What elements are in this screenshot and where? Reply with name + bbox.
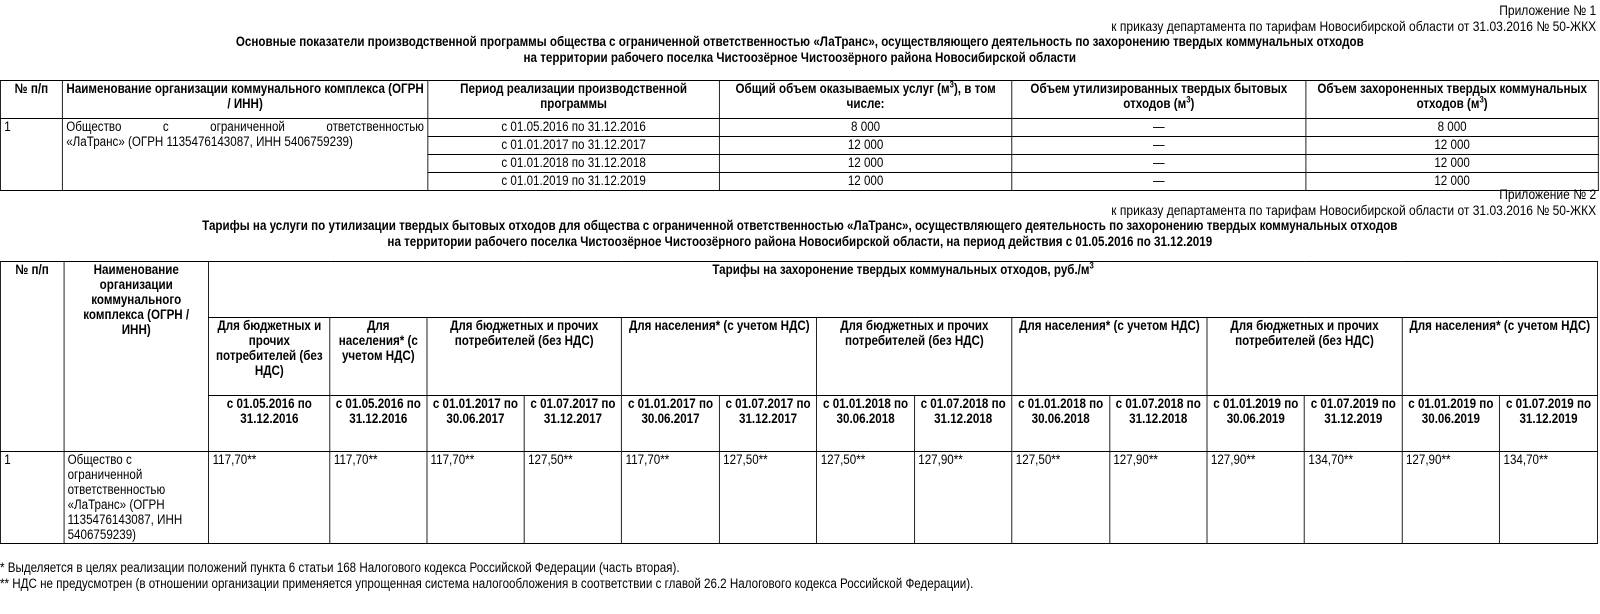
- col-period-header: Период реализации производственной программы: [428, 81, 720, 119]
- total-cell: 12 000: [719, 137, 1011, 155]
- org-name: Общество с ограниченной ответственностью «ЛаТранс» (ОГРН 1135476143087, ИНН 5406759239): [62, 119, 428, 191]
- tariffs-header: Тарифы на захоронение твердых коммунальных отходов, $руб./м^3$: [209, 262, 1598, 318]
- tariff-period-header: с 01.01.2017 по 30.06.2017: [427, 396, 525, 452]
- tariff-period-header: с 01.07.2017 по 31.12.2017: [524, 396, 622, 452]
- tariff-value-cell: 127,50**: [817, 452, 915, 544]
- table-row: [0, 119, 1598, 137]
- col-total-header: Общий объем оказываемых услуг $(м^3)$, в том числе:: [719, 81, 1011, 119]
- appendix-1-title-line2: на территории рабочего поселка Чистоозёрное Чистоозёрного района Новосибирской области: [523, 50, 1077, 65]
- tariff-value-cell: 127,50**: [1012, 452, 1110, 544]
- footnotes: [0, 560, 1600, 592]
- production-program-table: [0, 80, 1599, 191]
- row-num: 1: [0, 119, 62, 191]
- table-2-header-row-1: [0, 262, 1597, 318]
- row-num: 1: [0, 452, 63, 544]
- total-cell: 12 000: [719, 173, 1011, 191]
- tariff-period-header: с 01.01.2018 по 30.06.2018: [1012, 396, 1110, 452]
- appendix-2-label: Приложение № 2: [1499, 186, 1597, 202]
- tariff-value-cell: 134,70**: [1500, 452, 1598, 544]
- tariff-period-header: с 01.07.2019 по 31.12.2019: [1500, 396, 1598, 452]
- tariff-group-header: Для населения* (с учетом НДС): [330, 318, 427, 396]
- tariff-value-cell: 127,50**: [719, 452, 817, 544]
- tariff-group-header: Для бюджетных и прочих потребителей (без НДС): [1207, 318, 1402, 396]
- org-name: Общество с ограниченной ответственностью «ЛаТранс» (ОГРН 1135476143087, ИНН 5406759239): [64, 452, 209, 544]
- col-buried-header: Объем захороненных твердых коммунальных отходов $(м^3)$: [1306, 81, 1598, 119]
- col-recycled-header: Объем утилизированных твердых бытовых отходов $(м^3)$: [1012, 81, 1306, 119]
- tariff-value-cell: 127,50**: [524, 452, 622, 544]
- appendix-1-title-line1: Основные показатели производственной программы общества с ограниченной ответственностью «ЛаТранс», осуществляющего деятельность по захоронению твердых коммунальных отходов: [235, 34, 1364, 49]
- tariff-value-cell: 127,90**: [914, 452, 1012, 544]
- buried-cell: 12 000: [1306, 173, 1598, 191]
- buried-cell: 12 000: [1306, 155, 1598, 173]
- period-cell: с 01.01.2017 по 31.12.2017: [428, 137, 720, 155]
- buried-cell: 8 000: [1306, 119, 1598, 137]
- appendix-2-order-ref: к приказу департамента по тарифам Новосибирской области от 31.03.2016 № 50-ЖКХ: [1111, 202, 1597, 218]
- tariff-group-header: Для населения* (с учетом НДС): [1012, 318, 1207, 396]
- tariff-group-header: Для населения* (с учетом НДС): [622, 318, 817, 396]
- col-num-header: № п/п: [0, 262, 63, 452]
- tariff-value-cell: 127,90**: [1402, 452, 1500, 544]
- period-cell: с 01.05.2016 по 31.12.2016: [428, 119, 720, 137]
- tariffs-table: [0, 261, 1598, 544]
- tariff-period-header: с 01.07.2019 по 31.12.2019: [1305, 396, 1403, 452]
- tariff-group-header: Для бюджетных и прочих потребителей (без НДС): [209, 318, 330, 396]
- footnote-2: ** НДС не предусмотрен (в отношении организации применяется упрощенная система налогообложения в соответствии с главой 26.2 Налогового кодекса Российской Федерации).: [0, 576, 974, 591]
- col-num-header: № п/п: [0, 81, 62, 119]
- tariff-value-cell: 134,70**: [1305, 452, 1403, 544]
- col-org-header: Наименование организации коммунального комплекса (ОГРН / ИНН): [62, 81, 428, 119]
- tariff-period-header: с 01.07.2017 по 31.12.2017: [719, 396, 817, 452]
- tariff-period-header: с 01.05.2016 по 31.12.2016: [330, 396, 427, 452]
- buried-cell: 12 000: [1306, 137, 1598, 155]
- appendix-2-header: [0, 186, 1600, 250]
- tariff-group-header: Для бюджетных и прочих потребителей (без НДС): [427, 318, 622, 396]
- table-1-header-row: [0, 81, 1598, 119]
- tariff-period-header: с 01.07.2018 по 31.12.2018: [914, 396, 1012, 452]
- tariff-value-cell: 117,70**: [209, 452, 330, 544]
- tariff-period-header: с 01.01.2018 по 30.06.2018: [817, 396, 915, 452]
- tariff-period-header: с 01.01.2019 по 30.06.2019: [1402, 396, 1500, 452]
- tariff-period-header: с 01.01.2017 по 30.06.2017: [622, 396, 720, 452]
- tariff-group-header: Для бюджетных и прочих потребителей (без НДС): [817, 318, 1012, 396]
- tariff-period-header: с 01.07.2018 по 31.12.2018: [1109, 396, 1207, 452]
- table-row: [0, 452, 1597, 544]
- period-cell: с 01.01.2019 по 31.12.2019: [428, 173, 720, 191]
- tariff-value-cell: 127,90**: [1109, 452, 1207, 544]
- table-2-group-row: [0, 318, 1597, 396]
- period-cell: с 01.01.2018 по 31.12.2018: [428, 155, 720, 173]
- tariff-value-cell: 117,70**: [427, 452, 525, 544]
- table-2-period-row: [0, 396, 1597, 452]
- appendix-1-header: [0, 2, 1600, 66]
- tariff-period-header: с 01.01.2019 по 30.06.2019: [1207, 396, 1305, 452]
- recycled-cell: —: [1012, 155, 1306, 173]
- tariff-period-header: с 01.05.2016 по 31.12.2016: [209, 396, 330, 452]
- appendix-2-title-line2: на территории рабочего поселка Чистоозёрное Чистоозёрного района Новосибирской области, на период действия с 01.05.2016 по 31.12.2019: [387, 234, 1213, 249]
- recycled-cell: —: [1012, 119, 1306, 137]
- total-cell: 8 000: [719, 119, 1011, 137]
- total-cell: 12 000: [719, 155, 1011, 173]
- appendix-2-title-line1: Тарифы на услуги по утилизации твердых бытовых отходов для общества с ограниченной ответственностью «ЛаТранс», осуществляющего деятельность по захоронению твердых коммунальных отходов: [202, 218, 1398, 233]
- recycled-cell: —: [1012, 137, 1306, 155]
- tariff-value-cell: 117,70**: [622, 452, 720, 544]
- tariff-value-cell: 117,70**: [330, 452, 427, 544]
- col-org-header: Наименование организации коммунального комплекса (ОГРН / ИНН): [64, 262, 209, 452]
- appendix-1-label: Приложение № 1: [1499, 2, 1597, 18]
- tariff-value-cell: 127,90**: [1207, 452, 1305, 544]
- appendix-1-order-ref: к приказу департамента по тарифам Новосибирской области от 31.03.2016 № 50-ЖКХ: [1111, 18, 1597, 34]
- tariff-group-header: Для населения* (с учетом НДС): [1402, 318, 1597, 396]
- recycled-cell: —: [1012, 173, 1306, 191]
- footnote-1: * Выделяется в целях реализации положений пункта 6 статьи 168 Налогового кодекса Российской Федерации (часть вторая).: [0, 560, 680, 575]
